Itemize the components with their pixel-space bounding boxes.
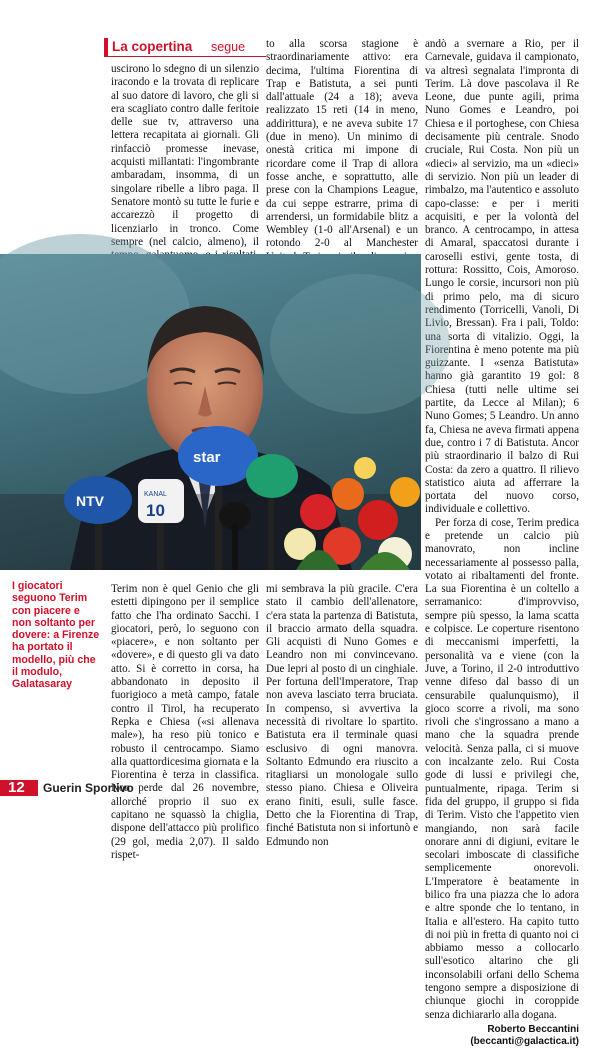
paragraph: mi sembrava la più gracile. C'era stato il cambio dell'allenatore, c'era stata la partenza di Batistuta, il braccio armato della squadra. Gli acquisti di Nuno Gomes e Leandro non mi convincevano. Due lepri al posto di un cinghiale. Per fortuna dell'Imperatore, Trap non aveva lasciato terra bruciata. In compenso, si avvertiva la necessità di rivoltare lo spartito. Batistuta era il terminale quasi esclusivo di ogni manovra. Soltanto Edmundo era riuscito a ritagliarsi un monologale sullo stesso piano. Chiesa e Oliveira erano finiti, esuli, sulle fasce. Detto che la Fiorentina di Trap, finché Batistuta non si infortunò e Edmundo non	[266, 583, 418, 848]
paragraph: uscirono lo sdegno di un silenzio iracondo e la trovata di replicare al suo datore di lavoro, che gli si era scagliato contro dalle feritoie delle sue tv, attraverso una lettera recapitata ai giornali. Gli rinfacciò promesse inevase, acquisti millantati: l'ingombrante ambaradam, insomma, di un singolare ribelle a libro paga. Il Senatore montò su tutte le furie e accarezzò il progetto di licenziarlo in tronco. Come sempre (nel calcio, almeno), il	[111, 63, 259, 248]
page-footer	[0, 777, 609, 800]
article-column-3	[425, 38, 579, 1048]
magazine-name: Guerin Sportivo	[43, 781, 134, 795]
paragraph: to alla scorsa stagione è straordinariamente attivo: era decima, l'ultima Fiorentina di Trap e Batistuta, a sei punti dall'attuale (24 a 18); aveva realizzato 15 reti (14 in meno, addirittura), e ne aveva subite 17 (due in meno). Un minimo di onestà critica mi impone di ricordare come il Trap di allora fosse anche, e soprattutto, alle prese con la Champions League, da cui seppe estrarre, prima di arrendersi, un formidabile blitz a Wembley (1-0 all'Arsenal) e un rotondo 2-0 al Manchester	[266, 38, 418, 250]
paragraph: Per forza di cose, Terim predica e pretende un calcio più manovrato, non incline necessariamente al possesso palla, votato ai ribaltamenti del fronte. La sua Fiorentina è un coltello a serramanico: d'improvviso, sempre più spesso, la lama scatta e colpisce. Le coperture risentono di meccanismi imperfetti, la personalità va e viene (con la Juve, a Torino, il 2-0 introduttivo venne difeso dal basso di un censurabile qualunquismo), il gioco scorre a rivoli, ma sono rivoli che s'ingrossano a mano a mano che la squadra prende velocità. Senza palla, ci si muove con incalzante zelo. Rui Costa gode di lussi e privilegi che, puntualmente, ripaga. Terim si fida del gruppo, il gruppo si fida di Terim. Visto che l'appetito vien mangiando, non sarà facile onorare anni di digiuni, evitare le secolari imboscate di classifiche semplicemente onorevoli. L'Imperatore è beatamente in bilico fra una piazza che lo adora e altre sponde che lo tentano, in Italia e all'estero. Ha capito tutto di noi più in fretta di quanto noi ci abbiamo messo a collocarlo sull'esotico altarino che gli inconsolabili orfani dello Schema tengono sempre a disposizione di chiunque giochi in coroppide senza dichiararlo alla dogana.	[425, 516, 579, 1021]
header-accent-bar	[104, 38, 108, 57]
ntv-logo: NTV	[76, 493, 104, 509]
channel-logo: KANAL	[144, 491, 167, 498]
channel-ten-logo: 10	[146, 501, 165, 520]
section-suffix: segue	[211, 40, 246, 54]
page-number: 12	[8, 779, 25, 796]
star-logo: star	[193, 449, 221, 466]
paragraph: Terim non è quel Genio che gli estetti dipingono per il semplice fatto che l'ha ordinato Sacchi. I giocatori, però, lo seguono con «piacere», e non soltanto per «dovere», e di questo gli va dato atto. Si è corretto in corsa, ha abbandonato in deposito il fuorigioco a metà campo, fatale contro il Tirol, ha recuperato Repka e Chiesa («si allenava male»), ha reso più tonico e robusto il centrocampo. Siamo alla quattordicesima giornata e la Fiorentina è terza in classifica. Non perde dal 26 novembre, allorché proprio il suo ex capitano ne squassò la chiglia, dispone dell'attacco più prolifico (29 gol, media 2,07). Il saldo rispet-	[111, 583, 259, 861]
article-column-bottom-1	[111, 583, 259, 862]
paragraph: andò a svernare a Rio, per il Carnevale, guidava il campionato, va altresì segnalata l'impronta di Terim. Là dove pascolava il Re Leone, due punte agili, prima Nuno Gomes e Leandro, poi Chiesa e il portoghese, con Chiesa decisamente più centrale. Snodo cruciale, Rui Costa. Non più un «dieci» al servizio, ma un «dieci» di servizio. Non più un leader di rimbalzo, ma l'autentico e assoluto capo-classe: e per i meriti acquisiti, e per la volontà del branco. A centrocampo, in attesa di Amaral, spaccatosi durante i caroselli estivi, gente tosta, di rottura: Rossitto, Cois, Amoroso. Lungo le corsie, incursori non più di primo pelo, ma di sicuro rendimento (Torricelli, Vanoli, Di Livio, Bressan). Fra i pali, Toldo: una sorta di vitalizio. Oggi, la Fiorentina è meno potente ma più guizzante. I «senza Batistuta» hanno già garantito 19 gol: 8 Chiesa (tutti nelle ultime sei partite, da Lecce al Milan); 6 Nuno Gomes; 5 Leandro. Un anno fa, Chiesa ne aveva firmati appena due, contro i 7 di Batistuta. Ancor più straordinario il balzo di Rui Costa: da zero a quattro. Il rilievo statistico aiuta ad afferrare la portata del nuovo corso, individuale e collettivo.	[425, 38, 579, 516]
author-name: Roberto Beccantini	[487, 1023, 579, 1035]
section-title: La copertina	[112, 39, 193, 54]
author-email: (beccanti@galactica.it)	[470, 1035, 579, 1047]
background-blur	[270, 274, 450, 414]
byline	[425, 1024, 579, 1048]
header-underline	[108, 56, 266, 57]
section-header	[104, 38, 266, 58]
photo-illustration	[0, 254, 421, 570]
press-conference-photo	[0, 254, 421, 570]
photo-caption: I giocatori seguono Terim con piacere e non soltanto per dovere: a Firenze ha portato il modello, più che il modulo, Galatasaray	[12, 580, 100, 691]
article-column-bottom-2	[266, 583, 418, 849]
